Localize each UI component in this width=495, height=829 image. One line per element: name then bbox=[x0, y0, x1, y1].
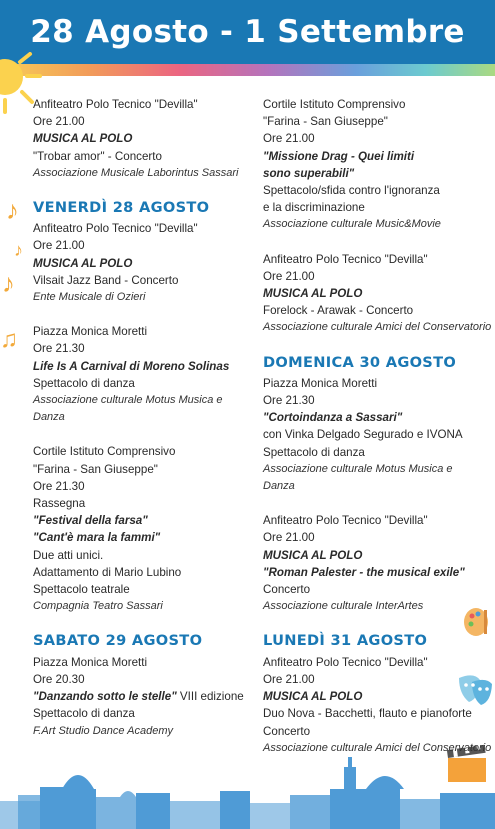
event-series: MUSICA AL POLO bbox=[263, 287, 363, 301]
day-heading: VENERDÌ 28 AGOSTO bbox=[33, 199, 210, 217]
rainbow-stripe bbox=[0, 64, 495, 76]
event-type: Spettacolo di danza bbox=[33, 376, 135, 390]
event-9 bbox=[263, 654, 492, 757]
event-kind: Rassegna bbox=[33, 497, 86, 511]
event-description: Spettacolo/sfida contro l'ignoranza bbox=[263, 184, 440, 198]
event-organizer: Associazione culturale Amici del Conservatorio bbox=[263, 741, 492, 754]
event-organizer: Associazione Musicale Laborintus Sassari bbox=[33, 166, 239, 179]
event-type: Spettacolo di danza bbox=[33, 707, 135, 721]
event-description: e la discriminazione bbox=[263, 201, 365, 215]
event-type: Spettacolo di danza bbox=[263, 445, 365, 459]
event-description: con Vinka Delgado Segurado e IVONA bbox=[263, 428, 463, 442]
event-title: Duo Nova - Bacchetti, flauto e pianoforte bbox=[263, 707, 472, 721]
event-organizer: Associazione culturale Motus Musica e Danza bbox=[263, 462, 453, 493]
event-6 bbox=[263, 251, 492, 337]
day-heading: LUNEDÌ 31 AGOSTO bbox=[263, 632, 428, 650]
event-description: Adattamento di Mario Lubino bbox=[33, 565, 182, 579]
event-place-detail: "Farina - San Giuseppe" bbox=[263, 115, 388, 129]
event-title: "Missione Drag - Quei limiti bbox=[263, 149, 415, 163]
music-note-icon: ♪ bbox=[2, 268, 15, 298]
event-8 bbox=[263, 512, 485, 615]
header-banner bbox=[0, 0, 495, 64]
event-organizer: Associazione culturale Motus Musica e Danza bbox=[33, 394, 223, 424]
event-title: Life Is A Carnival di Moreno Solinas bbox=[33, 359, 230, 373]
event-subtitle: "Cant'è mara la fammi" bbox=[33, 531, 161, 545]
music-note-icon: ♫ bbox=[0, 326, 18, 353]
event-type: Concerto bbox=[263, 583, 311, 597]
event-organizer: Associazione culturale InterArtes bbox=[263, 600, 424, 613]
event-intro bbox=[33, 96, 238, 182]
event-place-detail: "Farina - San Giuseppe" bbox=[33, 462, 158, 476]
event-organizer: Ente Musicale di Ozieri bbox=[33, 291, 146, 304]
day-heading: SABATO 29 AGOSTO bbox=[33, 632, 203, 650]
event-title: "Cortoindanza a Sassari" bbox=[263, 411, 403, 425]
event-description: Due atti unici. bbox=[33, 548, 104, 562]
right-column bbox=[263, 96, 492, 774]
event-1 bbox=[33, 220, 238, 306]
music-note-icon: ♪ bbox=[14, 240, 23, 260]
event-place: Anfiteatro Polo Tecnico "Devilla" bbox=[263, 655, 428, 669]
event-2 bbox=[33, 323, 238, 426]
event-4 bbox=[33, 654, 244, 740]
event-edition: VIII edizione bbox=[176, 690, 244, 704]
event-5 bbox=[263, 96, 485, 234]
event-place: Anfiteatro Polo Tecnico "Devilla" bbox=[263, 514, 428, 528]
event-time: Ore 21.00 bbox=[263, 269, 315, 283]
event-time: Ore 21.00 bbox=[263, 531, 315, 545]
event-place: Anfiteatro Polo Tecnico "Devilla" bbox=[263, 252, 428, 266]
event-time: Ore 21.00 bbox=[33, 115, 85, 129]
event-type: Concerto bbox=[263, 724, 311, 738]
event-organizer: Compagnia Teatro Sassari bbox=[33, 600, 163, 613]
event-organizer: Associazione culturale Music&Movie bbox=[263, 218, 441, 231]
event-title: Vilsait Jazz Band - Concerto bbox=[33, 273, 179, 287]
event-place: Piazza Monica Moretti bbox=[33, 655, 148, 669]
event-place: Anfiteatro Polo Tecnico "Devilla" bbox=[33, 222, 198, 236]
left-column bbox=[33, 96, 244, 757]
event-title-line bbox=[33, 688, 244, 705]
event-time: Ore 21.00 bbox=[33, 239, 85, 253]
event-title: Forelock - Arawak - Concerto bbox=[263, 304, 414, 318]
event-title: "Roman Palester - the musical exile" bbox=[263, 565, 465, 579]
music-note-icon: ♪ bbox=[6, 195, 19, 225]
event-place: Anfiteatro Polo Tecnico "Devilla" bbox=[33, 98, 198, 111]
event-title: "Trobar amor" - Concerto bbox=[33, 149, 162, 163]
event-series: MUSICA AL POLO bbox=[263, 548, 363, 562]
event-time: Ore 21.00 bbox=[263, 672, 315, 686]
event-place: Piazza Monica Moretti bbox=[33, 325, 148, 339]
event-place: Cortile Istituto Comprensivo bbox=[263, 98, 406, 111]
day-heading: DOMENICA 30 AGOSTO bbox=[263, 353, 457, 371]
event-title: "Danzando sotto le stelle" bbox=[33, 690, 177, 704]
event-place: Piazza Monica Moretti bbox=[263, 376, 378, 390]
event-time: Ore 21.30 bbox=[263, 394, 315, 408]
event-time: Ore 21.00 bbox=[263, 132, 315, 146]
event-time: Ore 21.30 bbox=[33, 342, 85, 356]
event-series: MUSICA AL POLO bbox=[33, 132, 133, 146]
event-series: MUSICA AL POLO bbox=[263, 690, 363, 704]
event-title: "Festival della farsa" bbox=[33, 514, 148, 528]
event-series: MUSICA AL POLO bbox=[33, 256, 133, 270]
event-place: Cortile Istituto Comprensivo bbox=[33, 445, 176, 459]
event-title-cont: sono superabili" bbox=[263, 166, 355, 180]
event-7 bbox=[263, 375, 485, 495]
event-time: Ore 21.30 bbox=[33, 479, 85, 493]
page-title: 28 Agosto - 1 Settembre bbox=[30, 14, 465, 50]
event-organizer: Associazione culturale Amici del Conservatorio bbox=[263, 321, 492, 334]
event-3 bbox=[33, 443, 238, 615]
event-type: Spettacolo teatrale bbox=[33, 583, 130, 597]
event-organizer: F.Art Studio Dance Academy bbox=[33, 724, 174, 737]
event-time: Ore 20.30 bbox=[33, 672, 85, 686]
